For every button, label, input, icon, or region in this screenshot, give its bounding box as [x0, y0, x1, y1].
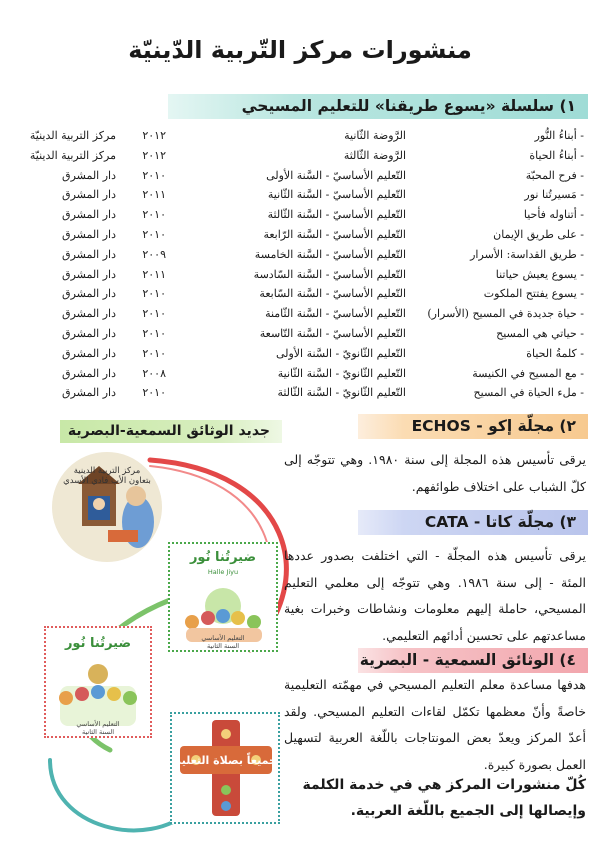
publication-level: التّعليم الثّانويّ - السَّنة الأولى [275, 346, 406, 360]
publication-year: ٢٠١١ [142, 267, 166, 281]
publication-title: - حياتي هي المسيح [496, 326, 584, 340]
publication-row [18, 344, 584, 364]
publication-publisher: دار المشرق [62, 267, 116, 281]
echos-description: يرقى تأسيس هذه المجلة إلى سنة ١٩٨٠. وهي تتوجّه إلى كلّ الشباب على اختلاف طوائفهم. [284, 452, 586, 494]
cover-image-cross [170, 712, 280, 824]
publication-year: ٢٠١٠ [142, 168, 166, 182]
publication-title: - أتناوله فأحيا [523, 208, 584, 222]
publication-year: ٢٠١٠ [142, 326, 166, 340]
publication-title: - على طريق الإيمان [493, 227, 584, 241]
publication-level: الرَّوضة الثّانية [344, 129, 406, 142]
publication-title: - فرح المحبّة [525, 168, 584, 182]
publication-publisher: دار المشرق [62, 307, 116, 321]
publication-title: - يسوع يعيش حياتنا [495, 267, 584, 281]
publication-level: التّعليم الأساسيّ - السَّنة الرّابعة [263, 227, 406, 241]
publication-row [18, 304, 584, 324]
publication-title: - حياة جديدة في المسيح (الأسرار) [427, 307, 584, 321]
publication-year: ٢٠١٠ [142, 208, 166, 222]
cover-image-nativity [52, 452, 162, 562]
publication-year: ٢٠٠٩ [142, 247, 166, 261]
publication-publisher: دار المشرق [62, 188, 116, 202]
publication-publisher: دار المشرق [62, 366, 116, 380]
publication-title: - مَسيرتُنا نور [524, 188, 584, 202]
publication-level: التّعليم الأساسيّ - السَّنة الخامسة [254, 247, 406, 261]
publication-level: التّعليم الأساسيّ - السَّنة الثّانية [267, 188, 406, 202]
publication-year: ٢٠١٢ [142, 148, 166, 162]
teal-arc [50, 760, 190, 830]
publication-row [18, 205, 584, 225]
publication-level: الرَّوضة الثّالثة [343, 148, 406, 162]
cover-image-series-year2-a [168, 542, 278, 652]
publication-publisher: دار المشرق [62, 247, 116, 261]
audiovisual-description: هدفها مساعدة معلم التعليم المسيحي في مهمّته التعليمية خاصةً وأنّ معظمها تكمّل لقاءات التعليم المسيحي. ولقد أعدّ المركز ويعدّ بعض المونتاجات باللّغة العربية لتسهيل العمل بصورة كبيرة. [284, 677, 586, 772]
publication-publisher: دار المشرق [62, 287, 116, 301]
cata-description: يرقى تأسيس هذه المجلّة - التي اختلفت بصدور عددها المئة - إلى سنة ١٩٨٦. وهي تتوجّه إلى معلمي التعليم المسيحي، حاملة إليهم معلومات ونشاطات وخبرات بغية مساعدتهم على تحسين أدائهم التعليمي. [284, 548, 587, 643]
publication-level: التّعليم الأساسيّ - السَّنة السّابعة [259, 287, 406, 301]
section-header-series: ١) سلسلة «يسوع طريقنا» للتعليم المسيحي [168, 94, 588, 119]
cover2-meta: التعليم الأساسي السنة الثانية [201, 634, 245, 650]
publication-level: التّعليم الثّانويّ - السَّنة الثّالثة [277, 386, 406, 400]
page-title: منشورات مركز التّربية الدّينيّة [128, 36, 472, 64]
publication-year: ٢٠١٠ [142, 307, 166, 321]
cover1-caption: مركز التربية الدينية بتعاون الأب فادي الأسدي [63, 466, 151, 486]
publication-level: التّعليم الثّانويّ - السَّنة الثّانية [277, 366, 406, 380]
cover-image-series-year2-b [44, 626, 152, 738]
cover4-brand: جميعاً بصلاة التعليم [173, 754, 277, 767]
publication-publisher: مركز التربية الدينيّة [29, 148, 116, 162]
publication-row [18, 225, 584, 245]
publication-level: التّعليم الأساسيّ - السَّنة التّاسعة [259, 326, 406, 340]
publication-row [18, 166, 584, 186]
cover3-brand: ضيرتُنا نُور [64, 636, 132, 651]
publication-publisher: مركز التربية الدينيّة [29, 129, 116, 142]
publication-publisher: دار المشرق [62, 326, 116, 340]
publication-title: - أبناءُ الحياة [529, 148, 584, 162]
publication-row [18, 324, 584, 344]
cover3-meta: التعليم الأساسي السنة الثانية [76, 720, 120, 736]
publication-year: ٢٠١٠ [142, 386, 166, 400]
publication-row [18, 126, 584, 146]
publication-row [18, 146, 584, 166]
publication-publisher: دار المشرق [62, 386, 116, 400]
publication-publisher: دار المشرق [62, 168, 116, 182]
publication-level: التّعليم الأساسيّ - السَّنة الثّالثة [267, 208, 406, 222]
publication-row [18, 383, 584, 403]
publication-year: ٢٠١٠ [142, 227, 166, 241]
publication-year: ٢٠١٠ [142, 346, 166, 360]
closing-statement: كُلّ منشورات المركز هي في خدمة الكلمة وإيصالها إلى الجميع باللّغة العربية. [302, 777, 586, 819]
publication-row [18, 364, 584, 384]
publication-level: التّعليم الأساسيّ - السَّنة الأولى [266, 168, 406, 182]
publication-row [18, 265, 584, 285]
publication-title: - ملء الحياة في المسيح [473, 386, 584, 400]
publication-title: - يسوع يفتتح الملكوت [483, 287, 584, 301]
section-header-audiovisual: ٤) الوثائق السمعية - البصرية [358, 648, 588, 673]
publication-level: التّعليم الأساسيّ - السَّنة السّادسة [253, 267, 406, 281]
cover2-brand: ضيرتُنا نُور [189, 550, 257, 565]
publication-publisher: دار المشرق [62, 208, 116, 222]
publication-level: التّعليم الأساسيّ - السَّنة الثّامنة [265, 307, 406, 321]
publication-title: - كلمةُ الحياة [526, 346, 584, 360]
publication-year: ٢٠١٢ [142, 129, 166, 142]
publications-list [18, 126, 584, 403]
publication-title: - مع المسيح في الكنيسة [472, 366, 584, 380]
publication-row [18, 185, 584, 205]
publication-publisher: دار المشرق [62, 227, 116, 241]
sidebar-header: جديد الوثائق السمعية-البصرية [60, 420, 282, 443]
publication-row [18, 245, 584, 265]
section-header-cata: ٣) مجلّة كاتا - CATA [358, 510, 588, 535]
publication-title: - طريق القداسة: الأسرار [470, 247, 584, 261]
publication-year: ٢٠١٠ [142, 287, 166, 301]
publication-year: ٢٠٠٨ [142, 366, 166, 380]
publication-row [18, 284, 584, 304]
cover2-brand-sub: Halle Jiyu [207, 568, 239, 576]
section-header-echos: ٢) مجلّة إكو - ECHOS [358, 414, 588, 439]
publication-title: - أبناءُ النُّور [534, 129, 584, 142]
publication-year: ٢٠١١ [142, 188, 166, 202]
publication-publisher: دار المشرق [62, 346, 116, 360]
